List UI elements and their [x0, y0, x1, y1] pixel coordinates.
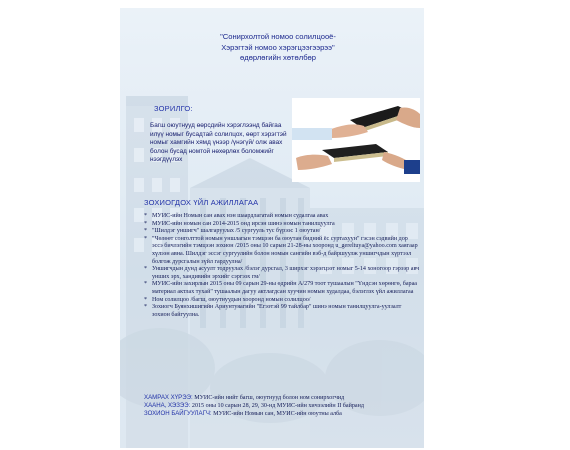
title-line: өдөрлөгийн хөтөлбөр — [239, 53, 316, 62]
participants-label: ХАМРАХ ХҮРЭЭ: — [144, 394, 193, 401]
poster-footer — [144, 394, 420, 418]
task-list — [144, 213, 420, 319]
goal-heading: ЗОРИЛГО: — [154, 104, 193, 113]
title-line: "Сонирхолтой номоо солилцооё- — [220, 32, 336, 41]
tasks-heading: ЗОХИОГДОХ ҮЙЛ АЖИЛЛАГАА — [144, 198, 259, 207]
organizer-label: ЗОХИОН БАЙГУУЛАГЧ: — [144, 410, 212, 417]
participants-value: МУИС-ийн нийт багш, оюутнууд болон ном сонирхогчид — [194, 395, 345, 401]
location-row — [144, 402, 420, 410]
goal-text: Багш оюутнууд өөрсдийн хэрэглээнд байгаа илүү номыг бусадтай солилцох, өөрт хэрэгтэй номыг хамгийн хямд үнээр /үнэгүй/ олж авах болон бусад номтой нөхөрлөх боломжийг нээгдүүлэх — [150, 122, 287, 164]
list-item: * МУИС-ийн номын сан 2014-2015 онд ирсэн шинэ номын танилцуулга — [144, 221, 420, 229]
list-item: * Зохиогч Буянхишигийн Ариунтуяагийн "Егээтэй 99 тайлбар" шинэ номын танилцуулга-уулзалт зохион байгуулна. — [144, 304, 420, 319]
location-label: ХААНА, ХЭЗЭЭ: — [144, 402, 191, 409]
poster-content — [120, 8, 424, 448]
list-item: * Уншигчдын дунд асуулт тодруулах /бэлэг дурсгал, 3 ширхэг хэрэгцээт номыг 5-14 хоногоор гэрээр авч уншиx эрх, хандивийн эрхийг сэргээх гм/ — [144, 266, 420, 281]
hands-with-books-image — [292, 98, 420, 182]
list-item: * МУИС-ийн захирлын 2015 оны 09 сарын 29-ны өдрийн А/279 тоот тушаалын "Үндсэн хөрөнгө, бараа материал актлах тухай" тушаалын дагуу актлагдсан хуучин номын худалдаа, бэлэглэх үйл ажиллагаа — [144, 281, 420, 296]
organizer-row — [144, 410, 420, 418]
location-value: 2015 оны 10 сарын 28, 29, 30-нд МУИС-ийн хичээлийн II байранд — [191, 403, 364, 409]
participants-row — [144, 394, 420, 402]
title-line: Хэрэгтэй номоо хэрэгцээгээрээ" — [221, 42, 335, 52]
list-item: * Ном солилцоо /багш, оюутнуудын хооронд номын солилцоо/ — [144, 297, 420, 305]
list-item: * "Шилдэг уншигч" шалгаруулах /5 сургууль тус бүрээс 1 оюутан/ — [144, 228, 420, 236]
poster-title — [160, 32, 396, 64]
list-item: * МУИС-ийн Номын сан авах нэн шаардлагатай номын судалгаа авах — [144, 213, 420, 221]
organizer-value: МУИС-ийн Номын сан, МУИС-ийн оюутны алба — [213, 411, 342, 417]
list-item: * "Чөлөөт сонголттой номын уншлагын тэмцээн ба оюутан бидний ёс суртахуун" гэсэн сэдвийн дор эссэ бичлэгийн тэмцээн зохион /2015 оны 10 сарын 21-28-ны хооронд u_gereltuya@yahoo.com хаягаар хүлээн авна. Шилдэг эссэг сургуулийн болон номын сангийн вэб-д байршуулж уншигчдын хүртээл болгож дурсгалын зүйл гардуулна/ — [144, 236, 420, 266]
event-poster — [120, 8, 424, 448]
